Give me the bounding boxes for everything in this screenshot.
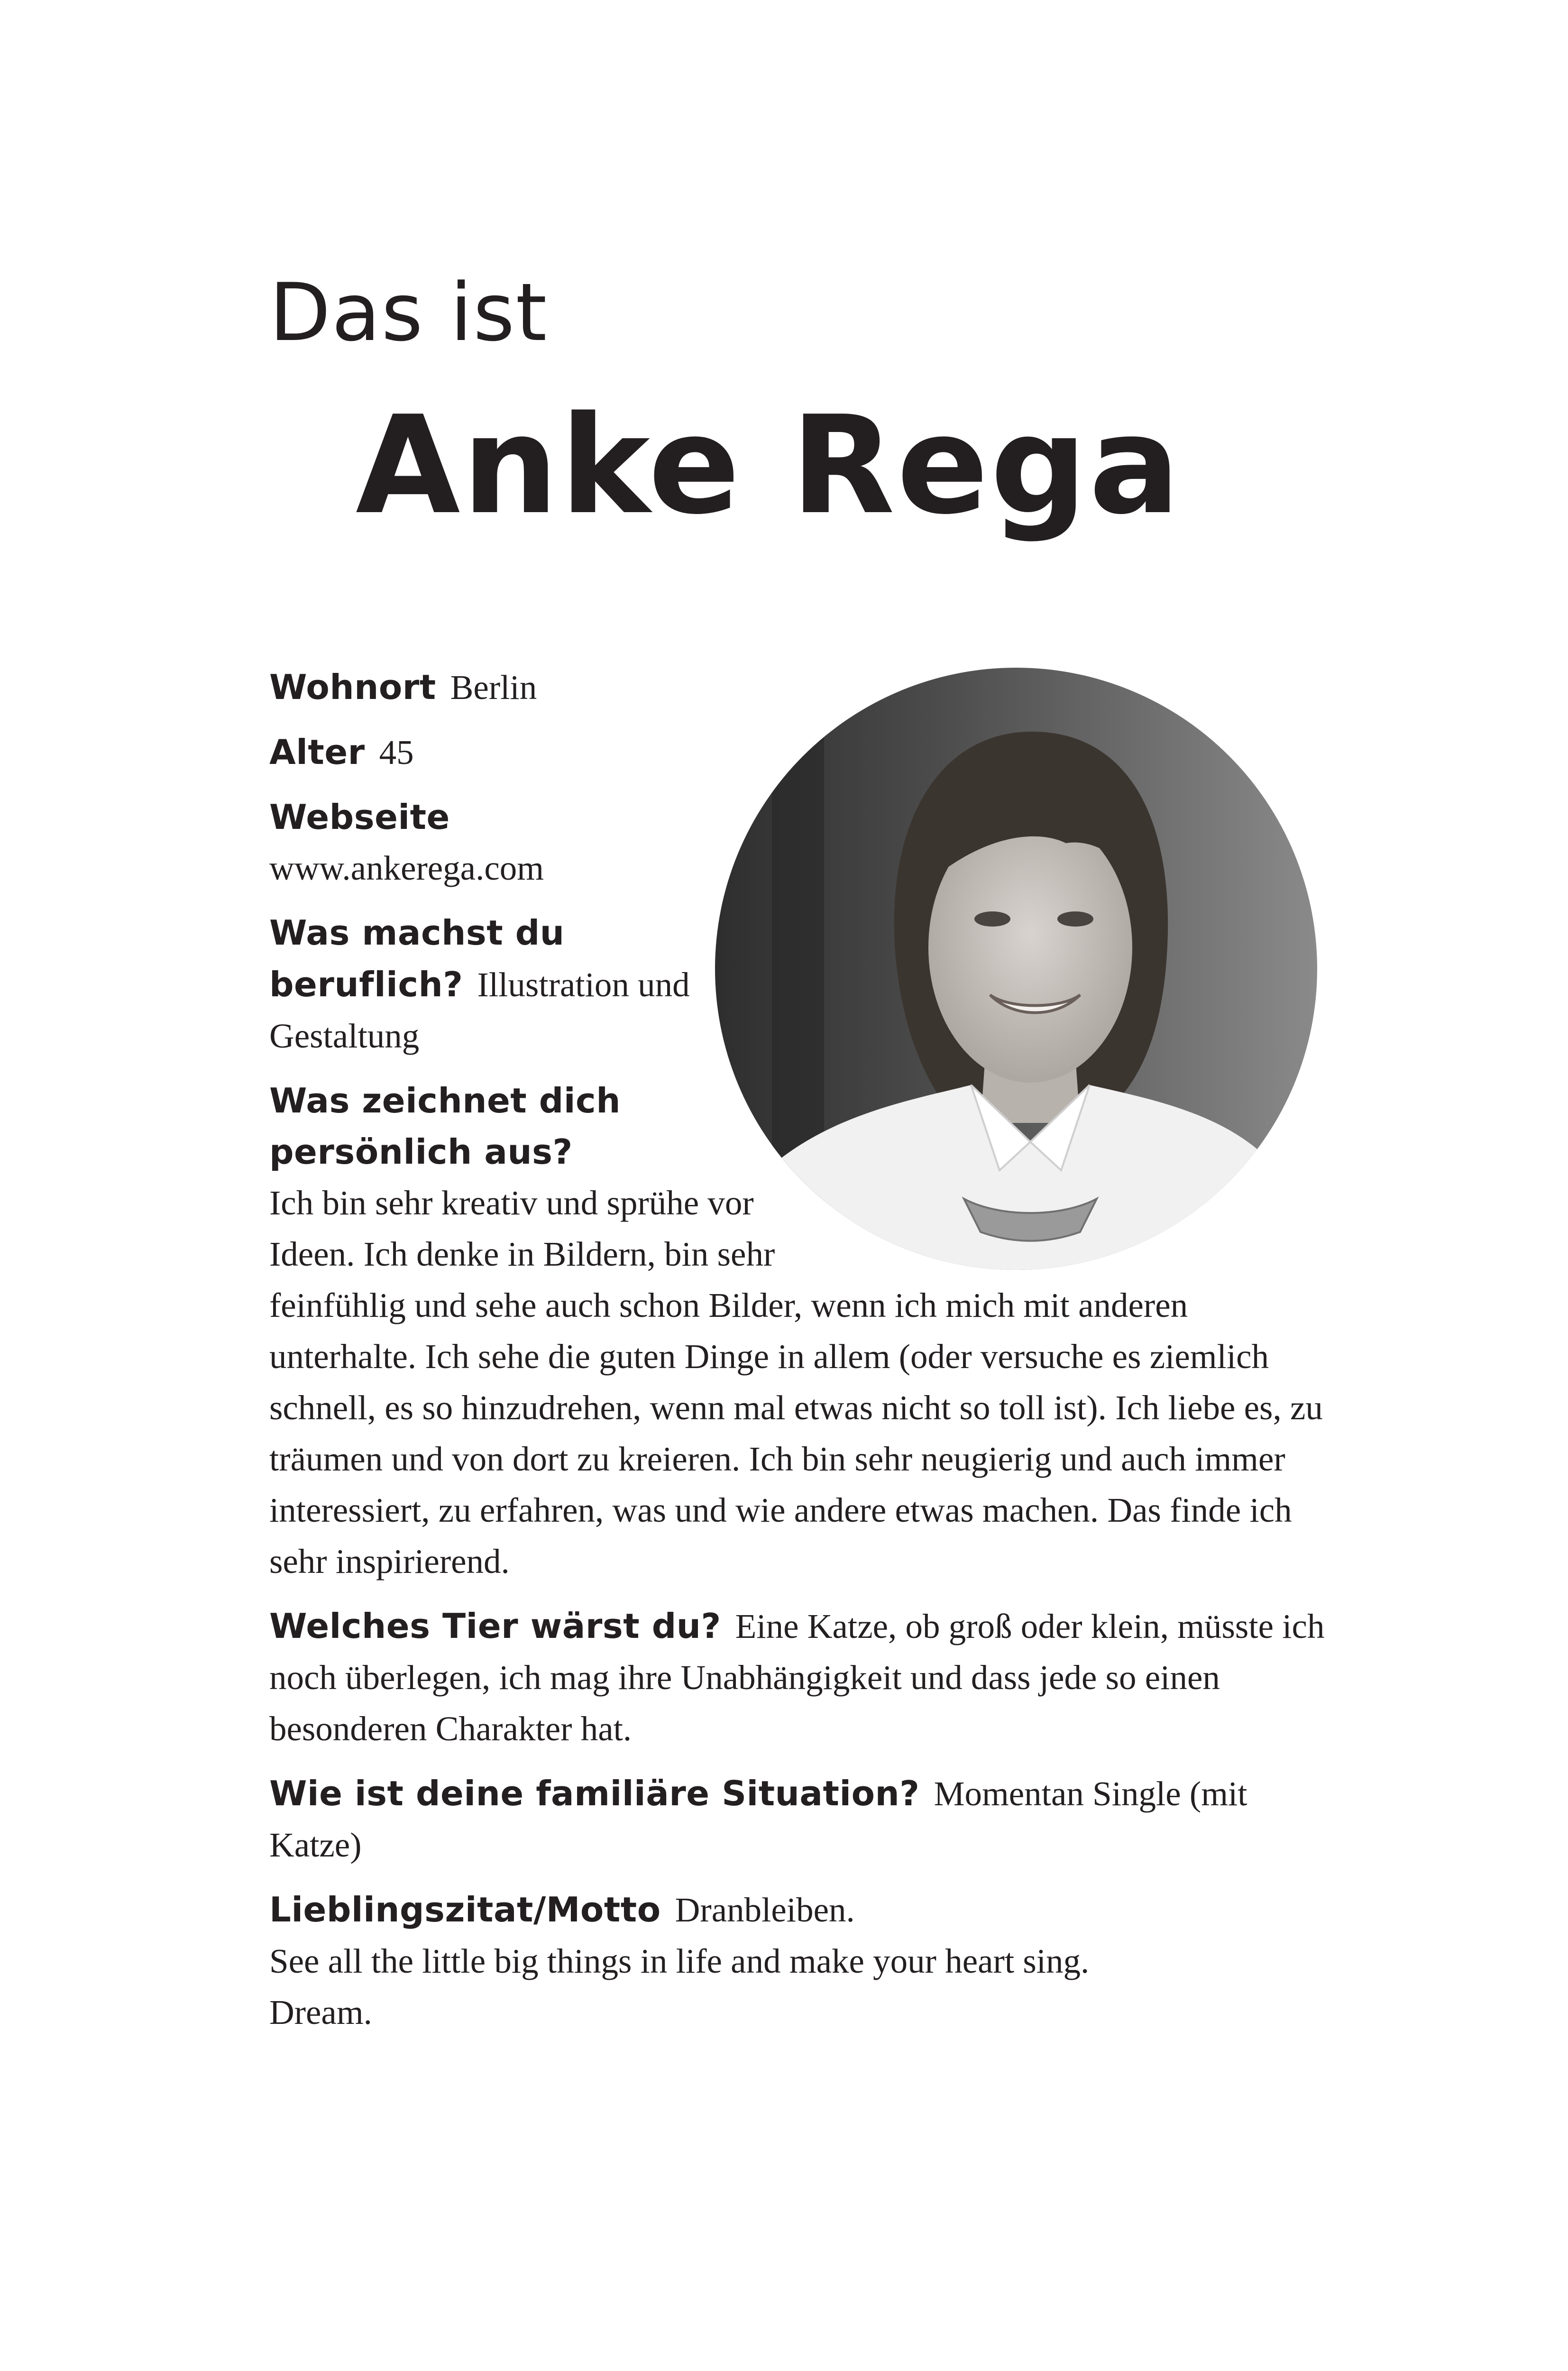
familie-value: Momentan Single (mit Katze) [269, 1774, 1247, 1864]
intro-heading: Das ist [269, 266, 548, 359]
tier-value: Eine Katze, ob groß oder klein, müsste ich noch überlegen, ich mag ihre Unabhängigkeit und dass jede so einen besonderen Charakter hat. [269, 1607, 1325, 1748]
entry-tier [269, 1600, 1336, 1755]
motto-line-3: Dream. [269, 1993, 372, 2031]
wohnort-value: Berlin [450, 668, 537, 707]
person-name-heading: Anke Rega [356, 387, 1182, 544]
webseite-label: Webseite [269, 797, 450, 837]
portrait-text-wrap [710, 662, 1336, 1273]
persoenlich-value: Ich bin sehr kreativ und sprühe vor Ideen. Ich denke in Bildern, bin sehr feinfühlig und sehe auch schon Bilder, wenn ich mich mit anderen unterhalte. Ich sehe die guten Dinge in allem (oder versuche es ziemlich schnell, es so hinzudrehen, wenn mal etwas nicht so toll ist). Ich liebe es, zu träumen und von dort zu kreieren. Ich bin sehr neugierig und auch immer interessiert, zu erfahren, was und wie andere etwas machen. Das finde ich sehr inspirierend. [269, 1184, 1323, 1581]
familie-label: Wie ist deine familiäre Situation? [269, 1774, 920, 1813]
profile-facts [269, 662, 1336, 2051]
beruf-value: Illustration und Gestaltung [269, 965, 690, 1055]
motto-label: Lieblingszitat/Motto [269, 1890, 661, 1930]
entry-familie [269, 1768, 1336, 1871]
beruf-label: Was machst du beruflich? [269, 913, 565, 1004]
persoenlich-label: Was zeichnet dich persönlich aus? [269, 1081, 621, 1172]
tier-label: Welches Tier wärst du? [269, 1606, 721, 1646]
motto-line-2: See all the little big things in life and make your heart sing. [269, 1942, 1090, 1980]
motto-value: Dranbleiben. [675, 1891, 855, 1929]
entry-motto [269, 1884, 1336, 2038]
alter-value: 45 [379, 733, 414, 772]
wohnort-label: Wohnort [269, 667, 436, 707]
alter-label: Alter [269, 732, 365, 772]
webseite-value: www.ankerega.com [269, 849, 544, 887]
